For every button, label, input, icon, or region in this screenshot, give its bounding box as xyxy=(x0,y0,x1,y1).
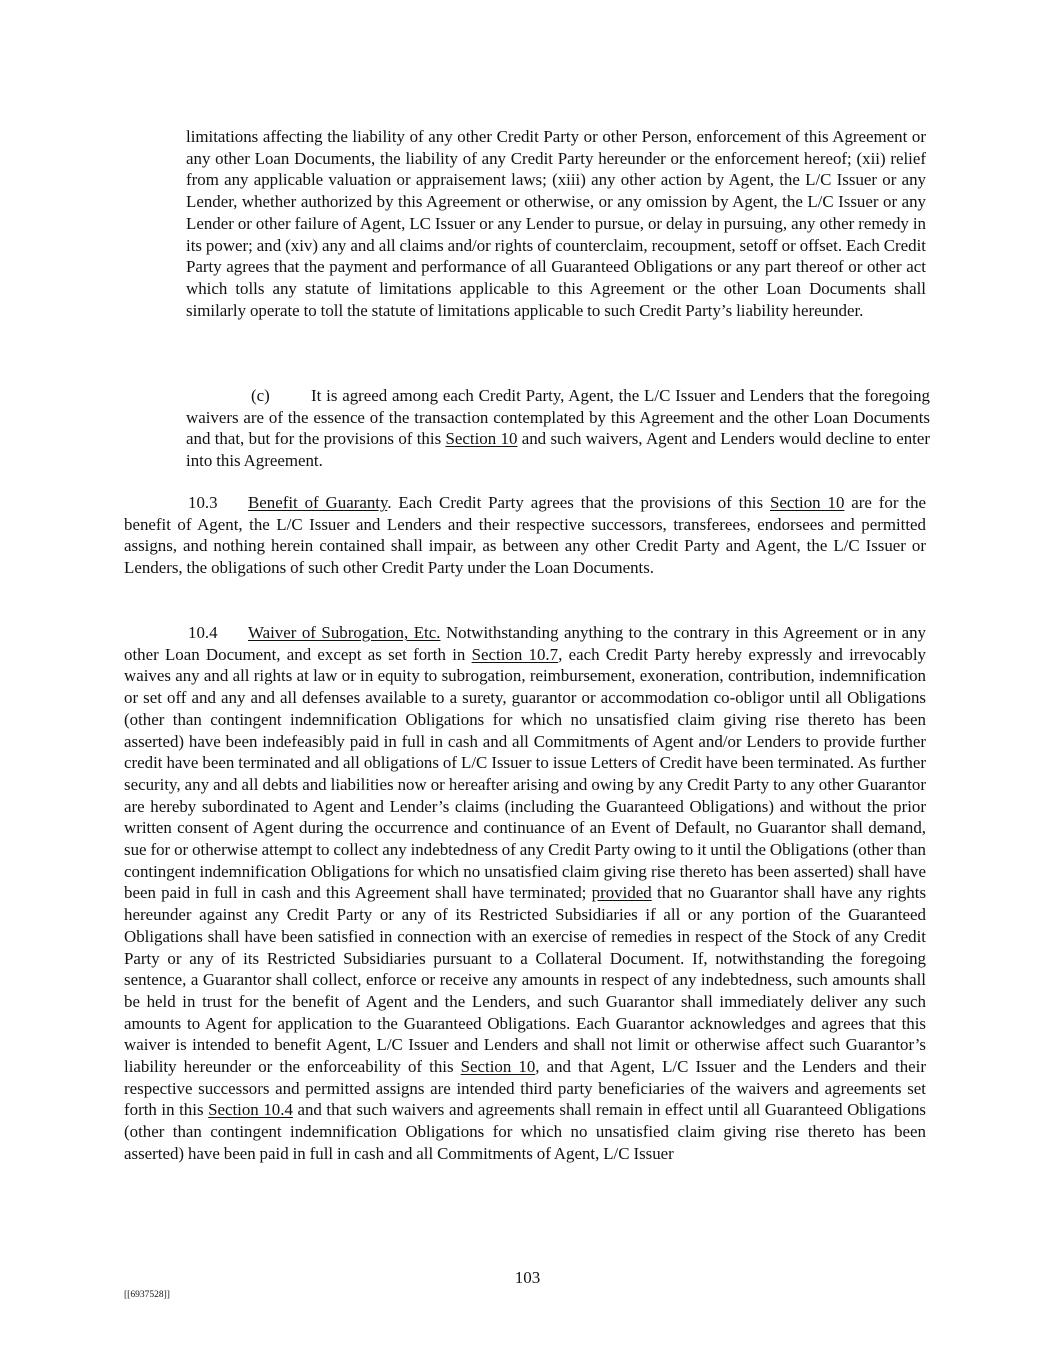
defined-term-provided: provided xyxy=(591,883,652,903)
section-reference-link[interactable]: Section 10 xyxy=(460,1057,536,1077)
paragraph-text: , and that Agent, L/C Issuer and the Lenders and their respective successors and permitted assigns are intended third party beneficiaries of the waivers and agreements set forth in this xyxy=(124,1057,926,1120)
section-number: 10.3 xyxy=(188,493,218,512)
section-reference-link[interactable]: Section 10 xyxy=(769,493,845,512)
section-reference-link[interactable]: Section 10 xyxy=(445,429,518,449)
paragraph-text: It is agreed among each Credit Party, Agent, the L/C Issuer and Lenders that the foregoing waivers are of the essence of the transaction contemplated by this Agreement and the other Loan Documents and that, but for the provisions of this xyxy=(186,386,930,449)
document-id: [[6937528]] xyxy=(124,1290,170,1300)
section-number: 10.4 xyxy=(188,623,218,642)
paragraph-text: that no Guarantor shall have any rights hereunder against any Credit Party or any of its Restricted Subsidiaries if all or any portion of the Guaranteed Obligations shall have been satisfied in connection with an exercise of remedies in respect of the Stock of any Credit Party or any of its Restricted Subsidiaries pursuant to a Collateral Document. If, notwithstanding the foregoing sentence, a Guarantor shall collect, enforce or receive any amounts in respect of any indebtedness, such amounts shall be held in trust for the benefit of Agent and the Lenders, and such Guarantor shall immediately deliver any such amounts to Agent for application to the Guaranteed Obligations. Each Guarantor acknowledges and agrees that this waiver is intended to benefit Agent, L/C Issuer and Lenders and shall not limit or otherwise affect such Guarantor’s liability hereunder or the enforceability of this xyxy=(124,883,927,1077)
section-10-3 xyxy=(124,492,926,579)
section-heading: Benefit of Guaranty xyxy=(248,493,388,512)
paragraph-text: and such waivers, Agent and Lenders would decline to enter into this Agreement. xyxy=(186,429,930,471)
paragraph-text: limitations affecting the liability of any other Credit Party or other Person, enforcement of this Agreement or any other Loan Documents, the liability of any Credit Party hereunder or the enforcement hereof; (xii) relief from any applicable valuation or appraisement laws; (xiii) any other action by Agent, the L/C Issuer or any Lender, whether authorized by this Agreement or otherwise, or any omission by Agent, the L/C Issuer or any Lender or other failure of Agent, LC Issuer or any Lender to pursue, or delay in pursuing, any other remedy in its power; and (xiv) any and all claims and/or rights of counterclaim, recoupment, setoff or offset. Each Credit Party agrees that the payment and performance of all Guaranteed Obligations or any part thereof or other act which tolls any statute of limitations applicable to this Agreement or the other Loan Documents shall similarly operate to toll the statute of limitations applicable to such Credit Party’s liability hereunder. xyxy=(186,127,926,320)
subsection-label: (c) xyxy=(251,386,270,405)
paragraph-continuation xyxy=(186,126,926,321)
page-number: 103 xyxy=(514,1268,541,1287)
paragraph-text: are for the benefit of Agent, the L/C Issuer and Lenders and their respective successors, transferees, endorsees and permitted assigns, and nothing herein contained shall impair, as between any other Credit Party and Agent, the L/C Issuer or Lenders, the obligations of such other Credit Party under the Loan Documents. xyxy=(124,493,927,578)
section-reference-link[interactable]: Section 10.7 xyxy=(471,644,559,664)
section-heading: Waiver of Subrogation, Etc. xyxy=(248,623,441,642)
paragraph-text: and that such waivers and agreements shall remain in effect until all Guaranteed Obligations (other than contingent indemnification Obligations for which no unsatisfied claim giving rise thereto has been asserted) have been paid in full in cash and all Commitments of Agent, L/C Issuer xyxy=(124,1100,926,1163)
section-reference-link[interactable]: Section 10.4 xyxy=(208,1100,293,1120)
paragraph-subsection-c xyxy=(186,385,930,472)
paragraph-text: Notwithstanding anything to the contrary in this Agreement or in any other Loan Document, and except as set forth in xyxy=(124,623,926,664)
section-10-4 xyxy=(124,622,926,1165)
paragraph-text: , each Credit Party hereby expressly and irrevocably waives any and all rights at law or in equity to subrogation, reimbursement, exoneration, contribution, indemnification or set off and any and all defenses available to a surety, guarantor or accommodation co-obligor until all Obligations (other than contingent indemnification Obligations for which no unsatisfied claim giving rise thereto has been asserted) have been indefeasibly paid in full in cash and all Commitments of Agent and/or Lenders to provide further credit have been terminated and all obligations of L/C Issuer to issue Letters of Credit have been terminated. As further security, any and all debts and liabilities now or hereafter arising and owing by any Credit Party to any other Guarantor are hereby subordinated to Agent and Lender’s claims (including the Guaranteed Obligations) and without the prior written consent of Agent during the occurrence and continuance of an Event of Default, no Guarantor shall demand, sue for or otherwise attempt to collect any indebtedness of any Credit Party owing to it until the Obligations (other than contingent indemnification Obligations for which no unsatisfied claim giving rise thereto has been asserted) shall have been paid in full in cash and this Agreement shall have terminated; xyxy=(124,644,926,903)
paragraph-text: . Each Credit Party agrees that the provisions of this xyxy=(387,493,770,512)
